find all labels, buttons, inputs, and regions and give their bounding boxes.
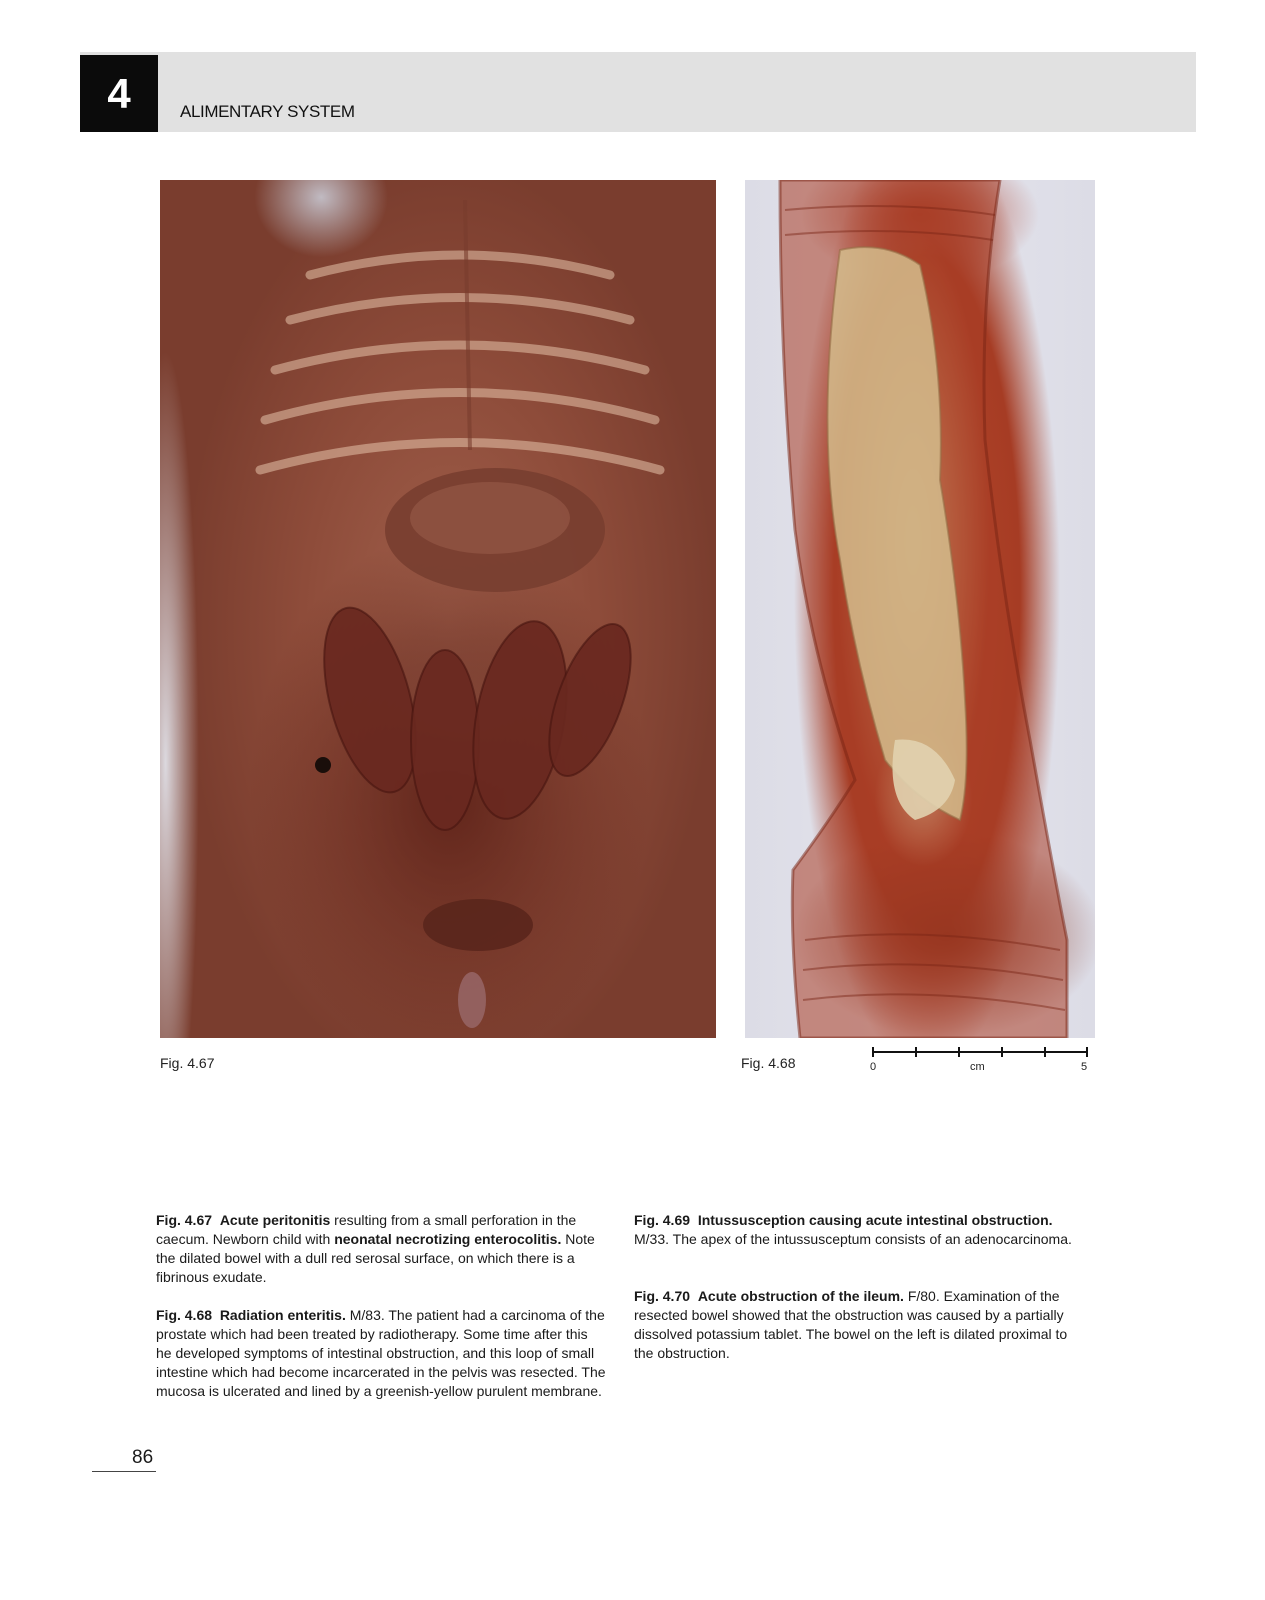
caption-fig-4-67-label: Fig. 4.67 — [156, 1212, 213, 1228]
figure-4-67-photo — [160, 180, 716, 1038]
caption-fig-4-70 — [634, 1287, 1089, 1363]
scale-tick — [872, 1047, 874, 1057]
figure-4-68-photo — [745, 180, 1095, 1038]
scale-bar — [870, 1044, 1090, 1078]
caption-fig-4-69-title: Intussusception causing acute intestinal obstruction. — [697, 1212, 1053, 1228]
scale-tick — [958, 1047, 960, 1057]
caption-fig-4-67-title: Acute peritonitis — [219, 1212, 331, 1228]
caption-fig-4-69-text: M/33. The apex of the intussusceptum consists of an adenocarcinoma. — [634, 1231, 1072, 1247]
scale-tick — [915, 1047, 917, 1057]
caption-fig-4-69-label: Fig. 4.69 — [634, 1212, 691, 1228]
caption-fig-4-68 — [156, 1306, 606, 1401]
caption-fig-4-70-label: Fig. 4.70 — [634, 1288, 691, 1304]
page-number: 86 — [132, 1447, 154, 1468]
figure-4-68-illustration — [745, 180, 1095, 1038]
caption-fig-4-67 — [156, 1211, 606, 1287]
scale-tick — [1001, 1047, 1003, 1057]
figure-4-67-illustration — [160, 180, 716, 1038]
caption-fig-4-67-bold-term: neonatal necrotizing enterocolitis. — [334, 1231, 562, 1247]
scale-max-label: 5 — [1081, 1061, 1088, 1073]
figure-4-68-label: Fig. 4.68 — [741, 1055, 796, 1071]
caption-fig-4-68-title: Radiation enteritis. — [219, 1307, 346, 1323]
caption-fig-4-70-text: F/80. Examination of the resected bowel showed that the obstruction was caused by a partially dissolved potassium tablet. The bowel on the left is dilated proximal to the obstruction. — [634, 1288, 1068, 1361]
caption-fig-4-69 — [634, 1211, 1089, 1249]
figure-4-67-label: Fig. 4.67 — [160, 1055, 215, 1071]
page-number-rule — [92, 1471, 156, 1472]
caption-fig-4-67-text-2: Note the dilated bowel with a dull red serosal surface, on which there is a fibrinous exudate. — [156, 1231, 595, 1285]
caption-fig-4-68-label: Fig. 4.68 — [156, 1307, 213, 1323]
caption-fig-4-70-title: Acute obstruction of the ileum. — [697, 1288, 904, 1304]
scale-tick — [1044, 1047, 1046, 1057]
scale-tick — [1086, 1047, 1088, 1057]
caption-fig-4-67-text-1: resulting from a small perforation in the caecum. Newborn child with — [156, 1212, 577, 1247]
section-title: ALIMENTARY SYSTEM — [180, 102, 355, 121]
scale-bar-line — [872, 1051, 1088, 1053]
scale-min-label: 0 — [870, 1061, 877, 1073]
chapter-number-badge: 4 — [80, 55, 158, 132]
caption-fig-4-68-text: M/83. The patient had a carcinoma of the prostate which had been treated by radiotherapy. Some time after this he developed symptoms of intestinal obstruction, and this loop of small intestine which had become incarcerated in the pelvis was resected. The mucosa is ulcerated and lined by a greenish-yellow purulent membrane. — [156, 1307, 606, 1399]
scale-unit-label: cm — [970, 1061, 985, 1073]
